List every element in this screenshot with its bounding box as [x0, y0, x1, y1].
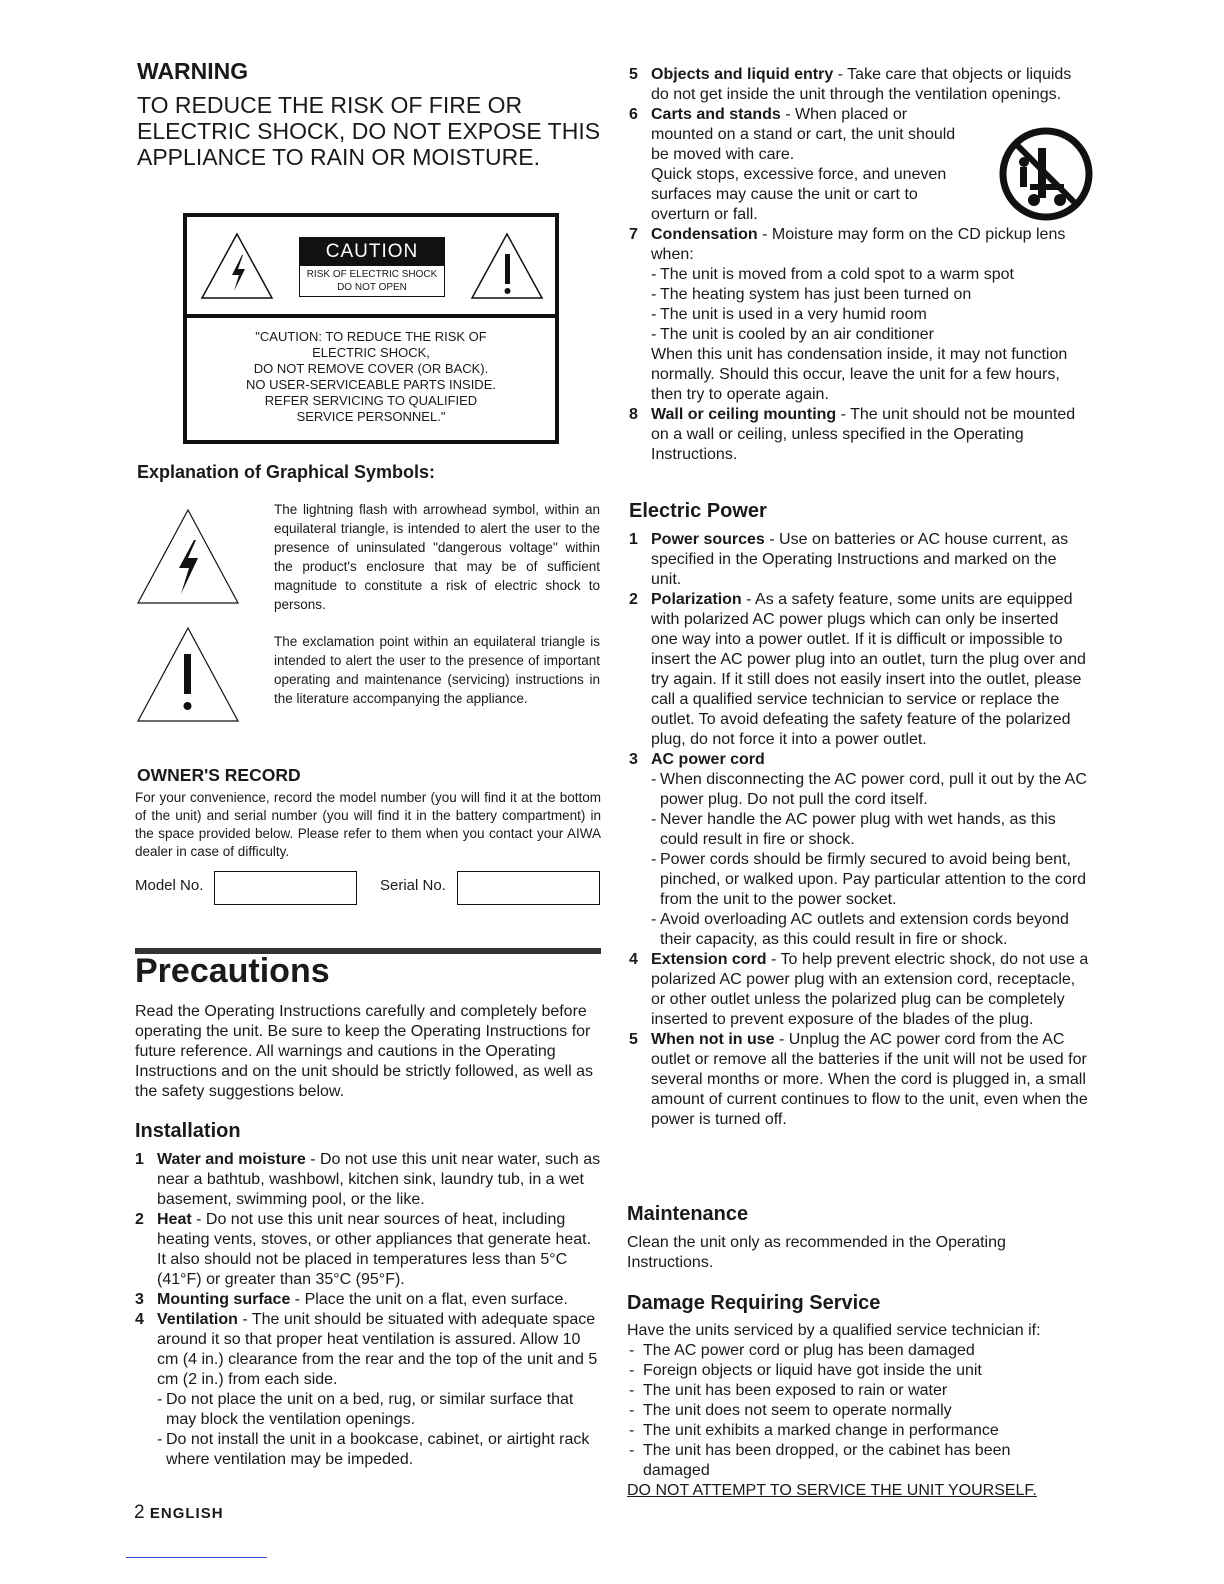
caution-label-title: CAUTION — [300, 238, 444, 266]
sub-item-text: Never handle the AC power plug with wet hands, as this could result in fire or shock. — [660, 811, 1056, 848]
exclamation-symbol-icon — [134, 624, 242, 724]
list-item-text: The unit does not seem to operate normally — [643, 1402, 952, 1419]
list-item: - Foreign objects or liquid have got inside the unit — [629, 1362, 982, 1379]
item-text: - Take care that objects or liquids do not get inside the unit through the ventilation openings. — [651, 66, 1072, 103]
caution-label — [299, 237, 445, 297]
list-item — [135, 1290, 601, 1310]
list-item-text: Foreign objects or liquid have got inside the unit — [643, 1362, 982, 1379]
item-number: 2 — [629, 591, 638, 608]
list-item-text: The unit exhibits a marked change in performance — [643, 1422, 999, 1439]
list-item-text: The unit has been exposed to rain or water — [643, 1382, 948, 1399]
list-item: - The unit does not seem to operate normally — [629, 1402, 952, 1419]
item-title: Polarization — [651, 591, 742, 608]
list-item: - The unit has been dropped, or the cabinet has been damaged — [629, 1442, 1011, 1479]
precautions-title: Precautions — [135, 952, 330, 990]
item-text: - Moisture may form on the CD pickup lens when: — [651, 226, 1066, 263]
item-text: - Use on batteries or AC house current, as specified in the Operating Instructions and marked on the unit. — [651, 531, 1069, 588]
item-title: Water and moisture — [157, 1151, 306, 1168]
damage-list — [627, 1321, 1077, 1501]
item-text: - The unit should not be mounted on a wall or ceiling, unless specified in the Operating Instructions. — [651, 406, 1076, 463]
sub-item-text: Power cords should be firmly secured to avoid being bent, pinched, or walked upon. Pay particular attention to the cord from the unit to the power socket. — [660, 851, 1087, 908]
item-text: - As a safety feature, some units are equipped with polarized AC power plugs which can only be inserted one way into a power outlet. If it is difficult or impossible to insert the AC power plug into an outlet, turn the plug over and try again. If it still does not easily insert into the outlet, please call a qualified service technician to service or replace the outlet. To avoid defeating the safety feature of the polarized plug, do not force it into a power outlet. — [651, 591, 1086, 748]
explanation-heading: Explanation of Graphical Symbols: — [137, 462, 436, 482]
list-item-text: The AC power cord or plug has been damaged — [643, 1342, 975, 1359]
caution-box — [183, 213, 559, 444]
installation-heading: Installation — [135, 1120, 241, 1142]
item-text: - The unit should be situated with adequate space around it so that proper heat ventilation is assured. Allow 10 cm (4 in.) clearance from the rear and the top of the unit and 5 cm (2 in.) from each side. — [157, 1311, 598, 1388]
sub-item: - When disconnecting the AC power cord, pull it out by the AC power plug. Do not pull the cord itself. — [651, 771, 1087, 808]
owners-record-heading: OWNER'S RECORD — [137, 765, 301, 785]
list-item-text: The unit has been dropped, or the cabinet has been damaged — [643, 1442, 1011, 1479]
item-title: Power sources — [651, 531, 765, 548]
item-number: 1 — [629, 531, 638, 548]
item-title: Mounting surface — [157, 1291, 291, 1308]
page-footer — [134, 1502, 224, 1524]
sub-item: - Never handle the AC power plug with wet hands, as this could result in fire or shock. — [651, 811, 1056, 848]
list-item — [629, 950, 1089, 1030]
lightning-warning-icon — [199, 231, 275, 301]
item-title: Ventilation — [157, 1311, 238, 1328]
owners-record-text: For your convenience, record the model number (you will find it at the bottom of the unit) and serial number (you will find it in the battery compartment) in the space provided below. Please refer to them when you contact your AIWA dealer in case of difficulty. — [135, 790, 601, 859]
item-number: 8 — [629, 406, 638, 423]
list-item — [629, 65, 1087, 105]
item-text: - To help prevent electric shock, do not use a polarized AC power plug with an extension cord, receptacle, or other outlet unless the polarized plug can be completely inserted to prevent exposure of the blades of the plug. — [651, 951, 1089, 1028]
sub-item-text: The unit is cooled by an air conditioner — [660, 326, 934, 343]
sub-item: - The unit is cooled by an air conditioner — [651, 326, 934, 343]
final-warning: DO NOT ATTEMPT TO SERVICE THE UNIT YOURSELF. — [627, 1482, 1037, 1499]
item-title: Objects and liquid entry — [651, 66, 834, 83]
item-number: 4 — [629, 951, 638, 968]
damage-intro: Have the units serviced by a qualified service technician if: — [627, 1322, 1041, 1339]
list-item: - The AC power cord or plug has been damaged — [629, 1342, 975, 1359]
caution-box-header — [187, 217, 555, 318]
model-number-label: Model No. — [135, 877, 204, 894]
maintenance-heading: Maintenance — [627, 1203, 749, 1225]
item-number: 4 — [135, 1311, 144, 1328]
list-item — [629, 530, 1089, 590]
sub-item-text: The unit is used in a very humid room — [660, 306, 927, 323]
cart-warning-icon — [998, 126, 1094, 222]
item-extra: It also should not be placed in temperatures less than 5°C (41°F) or greater than 35°C (95°F). — [157, 1251, 568, 1288]
list-item — [135, 1210, 601, 1290]
serial-number-field[interactable] — [457, 871, 600, 905]
sub-item: - Avoid overloading AC outlets and extension cords beyond their capacity, as this could result in fire or shock. — [651, 911, 1069, 948]
item-title: Heat — [157, 1211, 192, 1228]
list-item: - The unit exhibits a marked change in performance — [629, 1422, 999, 1439]
sub-item-text: Avoid overloading AC outlets and extension cords beyond their capacity, as this could result in fire or shock. — [660, 911, 1069, 948]
list-item — [135, 1150, 601, 1210]
list-item: - The unit has been exposed to rain or water — [629, 1382, 948, 1399]
item-text: - Do not use this unit near water, such as near a bathtub, washbowl, kitchen sink, laundry tub, in a wet basement, swimming pool, or the like. — [157, 1151, 601, 1208]
item-text: - Do not use this unit near sources of heat, including heating vents, stoves, or other appliances that generate heat. — [157, 1211, 592, 1248]
item-number: 5 — [629, 66, 638, 83]
list-item — [629, 405, 1087, 465]
sub-item-text: Do not install the unit in a bookcase, cabinet, or airtight rack where ventilation may be impeded. — [166, 1431, 590, 1468]
item-number: 5 — [629, 1031, 638, 1048]
serial-number-label: Serial No. — [380, 877, 446, 894]
model-number-field[interactable] — [214, 871, 357, 905]
lightning-symbol-icon — [134, 506, 242, 606]
sub-item: - Do not place the unit on a bed, rug, or similar surface that may block the ventilation openings. — [157, 1391, 574, 1428]
warning-heading: WARNING — [137, 58, 249, 84]
list-item — [135, 1310, 601, 1470]
item-title: Condensation — [651, 226, 758, 243]
item-text: - When placed or mounted on a stand or cart, the unit should be moved with care. — [651, 106, 956, 163]
item-text: - Place the unit on a flat, even surface. — [290, 1291, 568, 1308]
list-item — [629, 1030, 1089, 1130]
page-number: 2 — [134, 1502, 145, 1523]
list-item — [629, 590, 1089, 750]
exclamation-explanation: The exclamation point within an equilateral triangle is intended to alert the user to the presence of important operating and maintenance (servicing) instructions in the literature accompanying the appliance. — [274, 634, 600, 706]
sub-item: - Power cords should be firmly secured to avoid being bent, pinched, or walked upon. Pay particular attention to the cord from the unit to the power socket. — [651, 851, 1087, 908]
sub-item-text: The heating system has just been turned on — [660, 286, 972, 303]
exclamation-warning-icon — [469, 231, 545, 301]
sub-item: - The heating system has just been turned on — [651, 286, 972, 303]
item-number: 3 — [135, 1291, 144, 1308]
item-title: AC power cord — [651, 751, 765, 768]
sub-item-text: The unit is moved from a cold spot to a warm spot — [660, 266, 1014, 283]
caution-message: "CAUTION: TO REDUCE THE RISK OF ELECTRIC SHOCK, DO NOT REMOVE COVER (OR BACK). NO USER-SERVICEABLE PARTS INSIDE. REFER SERVICING TO QUALIFIED SERVICE PERSONNEL." — [246, 329, 496, 424]
caution-label-sub2: DO NOT OPEN — [337, 282, 407, 293]
installation-cont-list — [629, 65, 1087, 465]
item-number: 3 — [629, 751, 638, 768]
item-number: 2 — [135, 1211, 144, 1228]
lightning-explanation: The lightning flash with arrowhead symbol, within an equilateral triangle, is intended to alert the user to the presence of uninsulated "dangerous voltage" within the product's enclosure that may be of sufficient magnitude to constitute a risk of electric shock to persons. — [274, 502, 600, 612]
list-item — [629, 750, 1089, 950]
item-title: Extension cord — [651, 951, 767, 968]
sub-item-text: Do not place the unit on a bed, rug, or similar surface that may block the ventilation openings. — [166, 1391, 574, 1428]
electric-power-list — [629, 530, 1089, 1130]
item-number: 1 — [135, 1151, 144, 1168]
item-title: Carts and stands — [651, 106, 781, 123]
damage-heading: Damage Requiring Service — [627, 1292, 881, 1314]
caution-label-sub1: RISK OF ELECTRIC SHOCK — [306, 269, 438, 280]
installation-list — [135, 1150, 601, 1470]
item-text: - Unplug the AC power cord from the AC outlet or remove all the batteries if the unit will not be used for several months or more. When the cord is plugged in, a small amount of current continues to flow to the unit, even when the power is turned off. — [651, 1031, 1088, 1128]
list-item — [629, 225, 1087, 405]
sub-item-text: When disconnecting the AC power cord, pull it out by the AC power plug. Do not pull the cord itself. — [660, 771, 1087, 808]
precautions-intro: Read the Operating Instructions carefully and completely before operating the unit. Be sure to keep the Operating Instructions for future reference. All warnings and cautions in the Operating Instructions and on the unit should be strictly followed, as well as the safety suggestions below. — [135, 1003, 594, 1100]
item-number: 7 — [629, 226, 638, 243]
bottom-link-line — [126, 1557, 267, 1558]
item-title: When not in use — [651, 1031, 775, 1048]
language-label: ENGLISH — [149, 1505, 224, 1522]
item-number: 6 — [629, 106, 638, 123]
item-extra: Quick stops, excessive force, and uneven surfaces may cause the unit or cart to overturn or fall. — [651, 166, 947, 223]
maintenance-text: Clean the unit only as recommended in the Operating Instructions. — [627, 1234, 1006, 1271]
sub-item: - The unit is used in a very humid room — [651, 306, 927, 323]
item-title: Wall or ceiling mounting — [651, 406, 837, 423]
warning-text: TO REDUCE THE RISK OF FIRE OR ELECTRIC SHOCK, DO NOT EXPOSE THIS APPLIANCE TO RAIN OR MOISTURE. — [137, 92, 601, 170]
item-extra: When this unit has condensation inside, it may not function normally. Should this occur, leave the unit for a few hours, then try to operate again. — [651, 346, 1068, 403]
sub-item: - Do not install the unit in a bookcase, cabinet, or airtight rack where ventilation may be impeded. — [157, 1431, 590, 1468]
electric-power-heading: Electric Power — [629, 500, 767, 522]
sub-item: - The unit is moved from a cold spot to a warm spot — [651, 266, 1014, 283]
